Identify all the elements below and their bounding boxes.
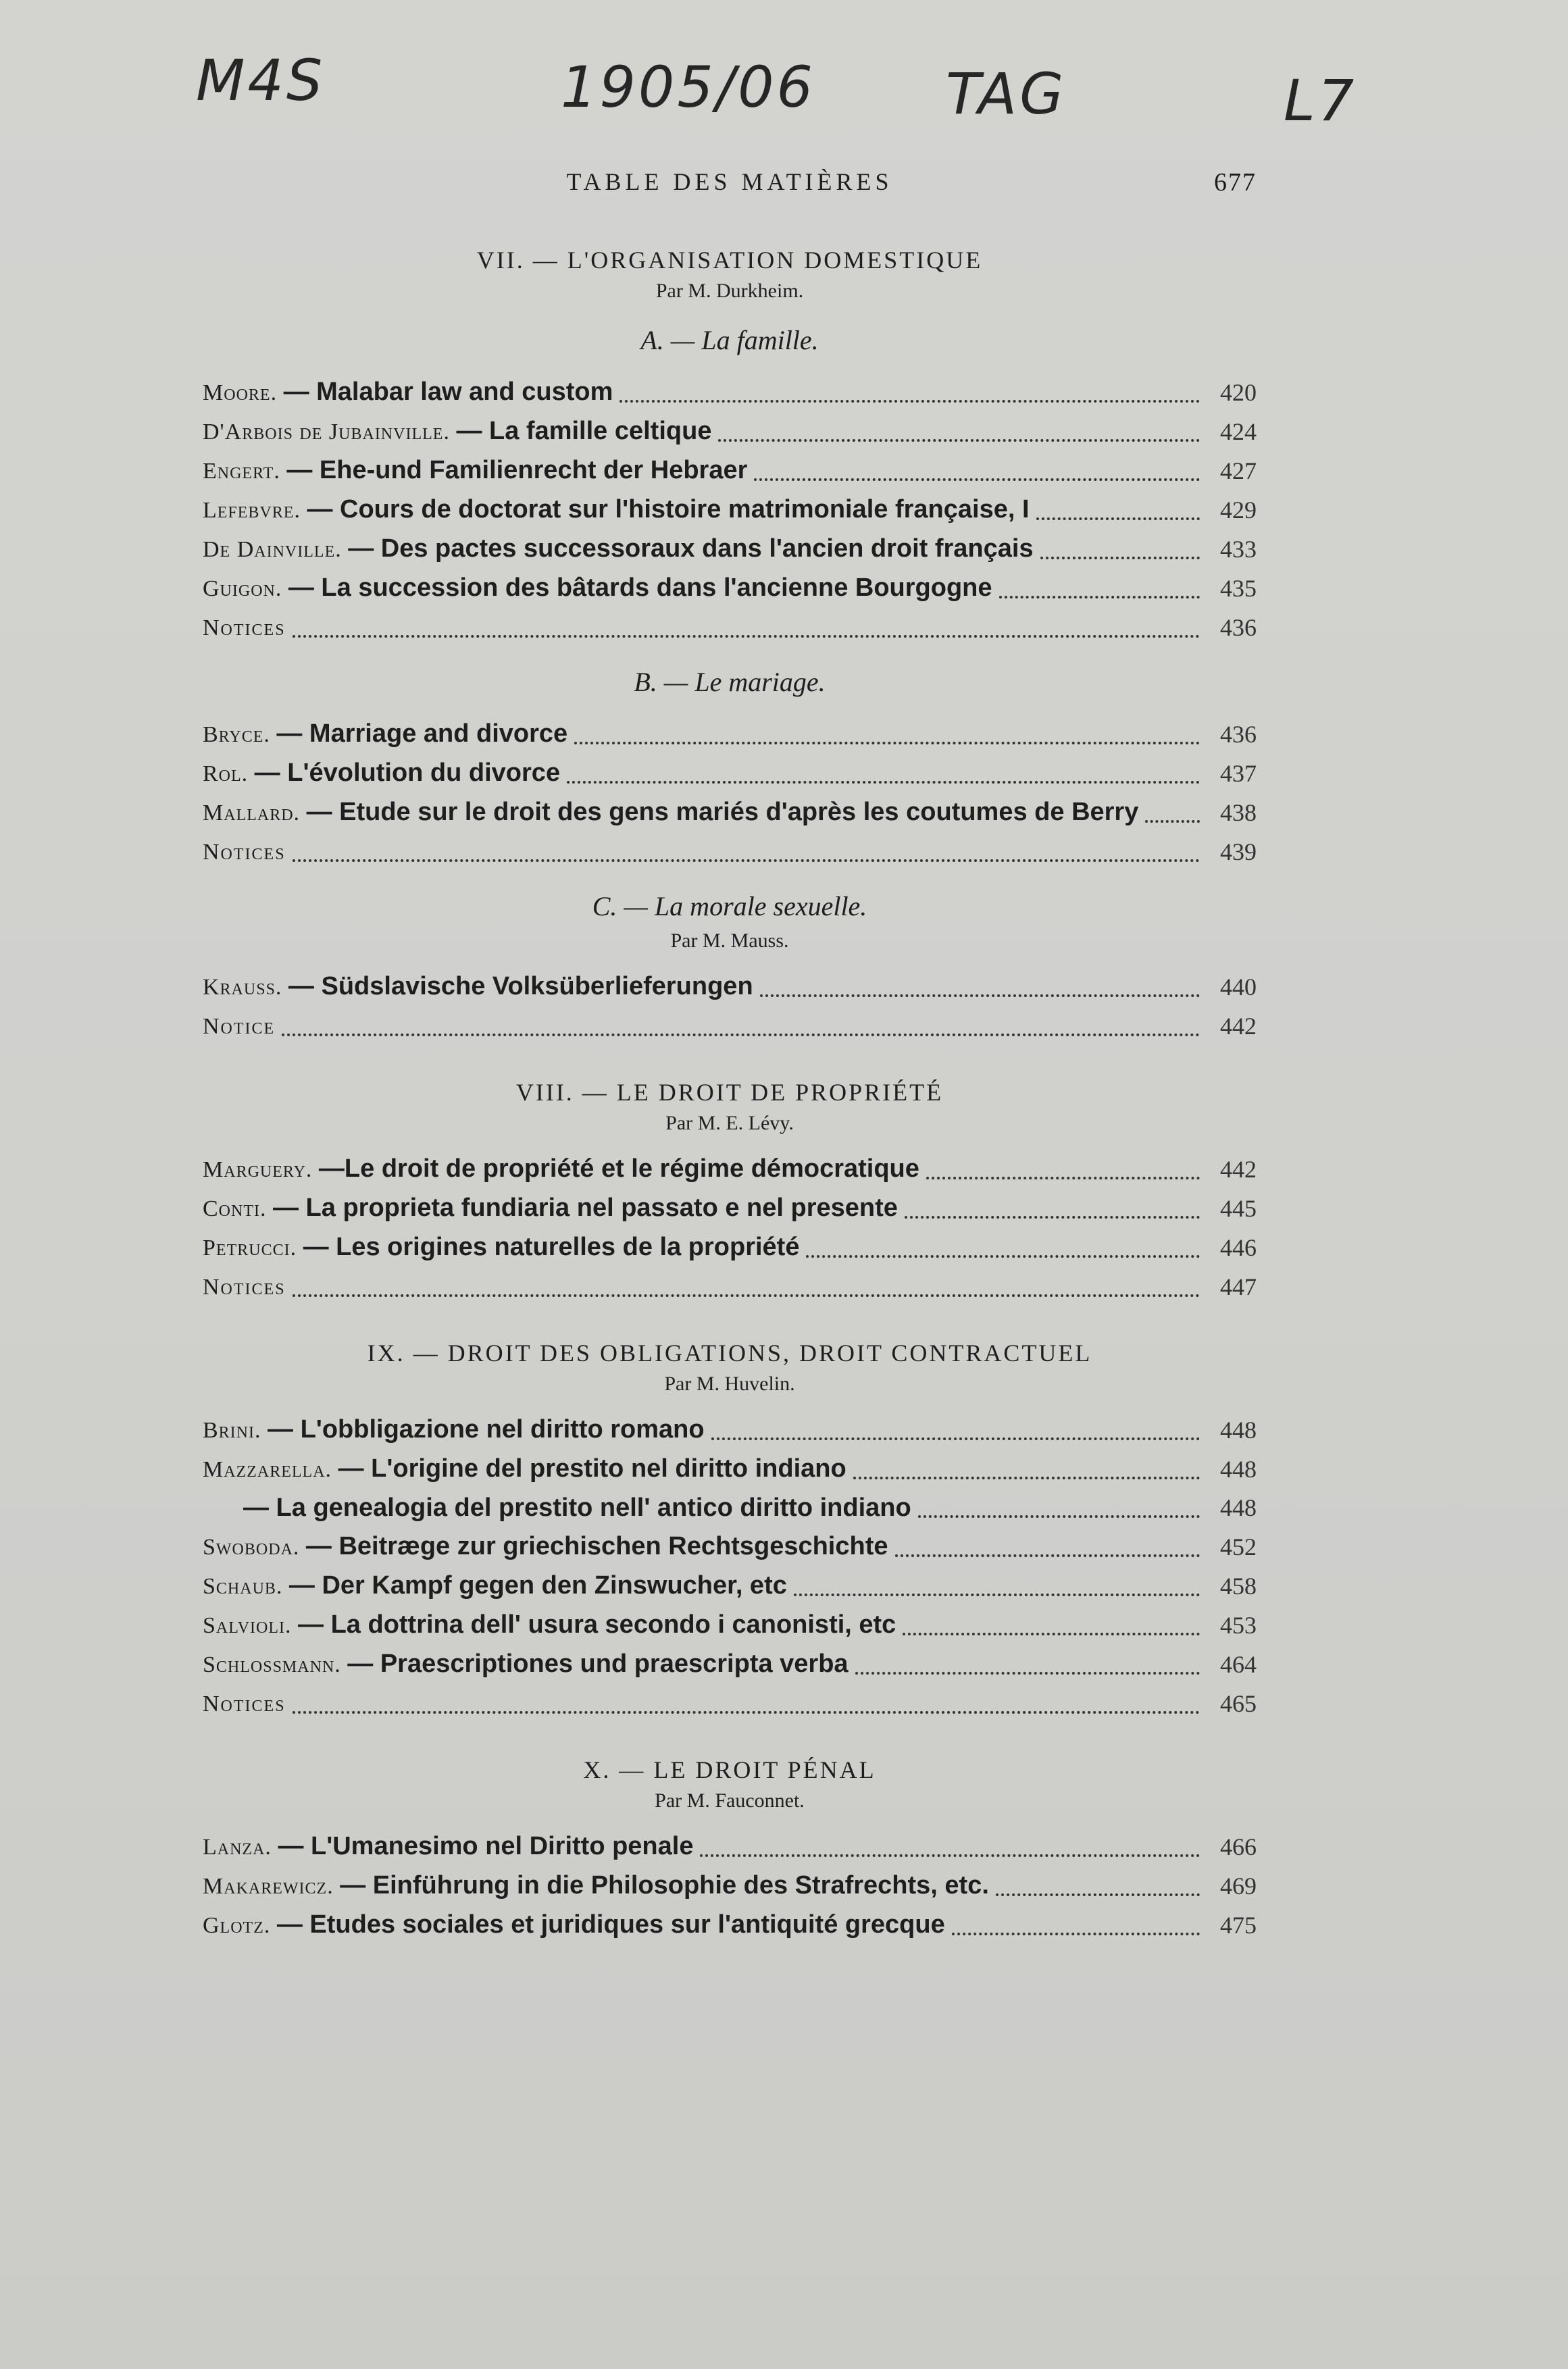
entry-title: — Etudes sociales et juridiques sur l'antiquité grecque [276,1910,945,1939]
handwritten-note-right-center: TAG [946,61,1067,127]
entry-title: — La succession des bâtards dans l'ancienne Bourgogne [288,574,992,602]
dot-leader [794,1594,1200,1596]
handwritten-note-right: L7 [1284,68,1357,134]
toc-entry[interactable] [203,1606,1257,1645]
section-spacer [203,1306,1257,1336]
toc-section [203,1046,1257,1306]
toc-entry[interactable] [203,1566,1257,1606]
entry-text [203,1410,705,1450]
entry-author: Notices [203,1275,286,1300]
dot-leader [926,1177,1200,1179]
entry-author: Mazzarella. [203,1457,332,1482]
dot-leader [905,1216,1200,1219]
subsection-author: Par M. Mauss. [670,929,789,952]
toc-entry[interactable] [203,569,1257,608]
entry-text [203,1606,896,1645]
entry-author: Bryce. [203,722,270,747]
dot-leader [293,635,1200,638]
toc-entry[interactable] [203,793,1257,832]
entry-text [203,832,286,871]
dot-leader [903,1633,1200,1635]
entry-text [203,754,560,793]
entry-text [203,1684,286,1723]
entry-author: Petrucci. [203,1236,297,1260]
entry-page-number: 452 [1220,1533,1257,1560]
dot-leader [999,596,1200,598]
entry-author: Salvioli. [203,1613,292,1638]
entry-title: — La proprieta fundiaria nel passato e nel presente [273,1194,898,1222]
dot-leader [711,1437,1200,1440]
section-author: Par M. Durkheim. [655,280,804,302]
entry-text [203,1906,945,1945]
entry-author: Glotz. [203,1913,271,1938]
toc-entry[interactable] [203,1007,1257,1046]
entry-title: — Der Kampf gegen den Zinswucher, etc [288,1571,787,1600]
toc-entry[interactable] [203,754,1257,793]
dot-leader [700,1854,1200,1857]
entry-page-number: 424 [1220,418,1257,445]
entry-title: — L'obbligazione nel diritto romano [268,1415,705,1444]
dot-leader [1145,820,1200,823]
dot-leader [895,1554,1200,1557]
entry-text [203,608,286,647]
entry-author: Notices [203,615,286,640]
dot-leader [1040,557,1200,559]
entry-page-number: 469 [1220,1873,1257,1900]
entry-author: Lefebvre. [203,498,301,523]
toc-entry[interactable] [203,967,1257,1007]
entry-text [203,451,747,490]
entry-title: — Ehe-und Familienrecht der Hebraer [286,456,748,484]
entry-title: — L'évolution du divorce [254,759,561,787]
entry-page-number: 448 [1220,1494,1257,1521]
entry-author: Schlossmann. [203,1652,341,1677]
entry-page-number: 439 [1220,838,1257,865]
toc-entry[interactable] [203,490,1257,530]
entry-page-number: 447 [1220,1273,1257,1300]
entry-text [203,1267,286,1306]
entry-list [203,967,1257,1046]
toc-entry[interactable] [203,1527,1257,1566]
entry-title: — Cours de doctorat sur l'histoire matrimoniale française, I [307,495,1030,524]
toc-entry[interactable] [203,1189,1257,1228]
dot-leader [952,1933,1200,1935]
toc-entry[interactable] [203,1489,1257,1527]
entry-page-number: 458 [1220,1573,1257,1600]
entry-page-number: 445 [1220,1195,1257,1222]
entry-title: — Malabar law and custom [283,378,613,406]
entry-text [203,569,992,608]
entry-author: Lanza. [203,1835,272,1860]
entry-author: Makarewicz. [203,1874,334,1899]
dot-leader [806,1255,1200,1258]
entry-author: Notices [203,1691,286,1716]
entry-title: — La genealogia del prestito nell' antico diritto indiano [243,1494,911,1522]
dot-leader [1036,517,1200,520]
dot-leader [293,859,1200,862]
entry-author: Mallard. [203,800,301,825]
entry-page-number: 446 [1220,1234,1257,1261]
toc-entry[interactable] [203,530,1257,569]
running-head-page-number: 677 [1214,168,1257,197]
entry-page-number: 436 [1220,721,1257,748]
toc-entry[interactable] [203,1228,1257,1267]
entry-title: — Beitræge zur griechischen Rechtsgeschichte [305,1532,888,1560]
entry-page-number: 442 [1220,1156,1257,1183]
entry-page-number: 448 [1220,1417,1257,1444]
entry-text [203,1450,846,1489]
entry-page-number: 453 [1220,1612,1257,1639]
section-title: VII. — L'ORGANISATION DOMESTIQUE [476,247,983,274]
entry-author: Brini. [203,1418,261,1443]
section-title: IX. — DROIT DES OBLIGATIONS, DROIT CONTRACTUEL [367,1340,1092,1367]
entry-list [203,1150,1257,1306]
handwritten-note-left: M4S [196,47,326,113]
entry-list [203,373,1257,647]
entry-author: Marguery. [203,1157,313,1182]
entry-text [203,1228,799,1267]
entry-author: Krauss. [203,975,282,1000]
entry-page-number: 440 [1220,973,1257,1000]
dot-leader [619,400,1200,403]
toc-entry[interactable] [203,1827,1257,1866]
entry-text [203,1527,888,1566]
toc-entry[interactable] [203,1684,1257,1723]
entry-author: Moore. [203,380,278,405]
subsection-title: A. — La famille. [640,325,819,355]
entry-author: De Dainville. [203,537,342,562]
dot-leader [853,1477,1200,1479]
section-author: Par M. E. Lévy. [665,1112,794,1134]
entry-author: Notice [203,1014,276,1039]
toc-entry[interactable] [203,451,1257,490]
entry-page-number: 420 [1220,379,1257,406]
dot-leader [718,439,1200,442]
section-author: Par M. Huvelin. [664,1373,795,1395]
dot-leader [760,994,1200,997]
entry-text [203,490,1030,530]
section-author: Par M. Fauconnet. [655,1789,805,1812]
entry-text [203,1489,911,1527]
entry-page-number: 427 [1220,457,1257,484]
toc-entry[interactable] [203,715,1257,754]
entry-text [203,1827,693,1866]
subsection-title: C. — La morale sexuelle. [592,891,867,921]
entry-page-number: 429 [1220,496,1257,524]
entry-text [203,793,1138,832]
entry-page-number: 475 [1220,1912,1257,1939]
entry-page-number: 435 [1220,575,1257,602]
dot-leader [293,1294,1200,1297]
entry-text [203,530,1034,569]
entry-page-number: 438 [1220,799,1257,826]
entry-title: — Des pactes successoraux dans l'ancien droit français [348,534,1034,563]
entry-title: — La dottrina dell' usura secondo i canonisti, etc [298,1610,896,1639]
subsection-title: B. — Le mariage. [634,667,826,697]
dot-leader [293,1711,1200,1714]
entry-text [203,412,711,451]
toc-entry[interactable] [203,373,1257,412]
entry-page-number: 437 [1220,760,1257,787]
entry-title: — Les origines naturelles de la propriété [303,1233,800,1261]
section-spacer [203,1046,1257,1075]
entry-page-number: 448 [1220,1456,1257,1483]
entry-author: Swoboda. [203,1535,300,1560]
entry-title: — Marriage and divorce [276,719,568,748]
entry-title: —Le droit de propriété et le régime démocratique [318,1154,919,1183]
entry-text [203,1007,275,1046]
dot-leader [574,742,1200,744]
toc-section [203,1306,1257,1723]
toc-entry[interactable] [203,832,1257,871]
entry-text [203,1566,787,1606]
entry-title: — L'Umanesimo nel Diritto penale [278,1832,694,1860]
entry-list [203,715,1257,871]
entry-text [203,1189,898,1228]
toc-entry[interactable] [203,1866,1257,1906]
entry-text [203,715,567,754]
entry-author: Engert. [203,459,280,484]
entry-title: — Praescriptiones und praescripta verba [347,1650,849,1678]
dot-leader [567,781,1200,784]
running-head-title: TABLE DES MATIÈRES [566,168,893,195]
toc-entry[interactable] [203,1906,1257,1945]
entry-author: Schaub. [203,1574,283,1599]
toc-entry[interactable] [203,608,1257,647]
table-of-contents [203,243,1257,1945]
section-spacer [203,1723,1257,1753]
dot-leader [918,1515,1200,1518]
entry-text [203,1645,849,1684]
entry-text [203,1866,989,1906]
entry-author: Rol. [203,761,249,786]
entry-title: — Etude sur le droit des gens mariés d'après les coutumes de Berry [306,798,1139,826]
section-title: X. — LE DROIT PÉNAL [583,1756,876,1783]
dot-leader [754,478,1200,481]
entry-text [203,373,613,412]
entry-author: Notices [203,840,286,865]
entry-page-number: 436 [1220,614,1257,641]
toc-entry[interactable] [203,1410,1257,1450]
handwritten-note-center: 1905/06 [561,54,815,120]
entry-page-number: 464 [1220,1651,1257,1678]
entry-title: — La famille celtique [456,417,712,445]
entry-author: D'Arbois de Jubainville. [203,419,450,444]
entry-list [203,1827,1257,1945]
entry-author: Conti. [203,1196,267,1221]
toc-entry[interactable] [203,1450,1257,1489]
entry-list [203,1410,1257,1723]
toc-section [203,1723,1257,1945]
toc-entry[interactable] [203,412,1257,451]
entry-text [203,967,753,1007]
running-head [203,168,1257,208]
section-title: VIII. — LE DROIT DE PROPRIÉTÉ [515,1079,944,1106]
entry-author: Guigon. [203,576,282,601]
dot-leader [282,1034,1200,1036]
entry-page-number: 442 [1220,1013,1257,1040]
entry-page-number: 433 [1220,536,1257,563]
entry-title: — L'origine del prestito nel diritto indiano [338,1454,846,1483]
toc-section [203,243,1257,1046]
toc-entry[interactable] [203,1267,1257,1306]
entry-title: — Einführung in die Philosophie des Strafrechts, etc. [340,1871,989,1900]
entry-text [203,1150,919,1189]
dot-leader [855,1672,1200,1675]
dot-leader [996,1893,1200,1896]
toc-entry[interactable] [203,1150,1257,1189]
entry-page-number: 465 [1220,1690,1257,1717]
entry-page-number: 466 [1220,1833,1257,1860]
toc-entry[interactable] [203,1645,1257,1684]
entry-title: — Südslavische Volksüberlieferungen [288,972,753,1000]
